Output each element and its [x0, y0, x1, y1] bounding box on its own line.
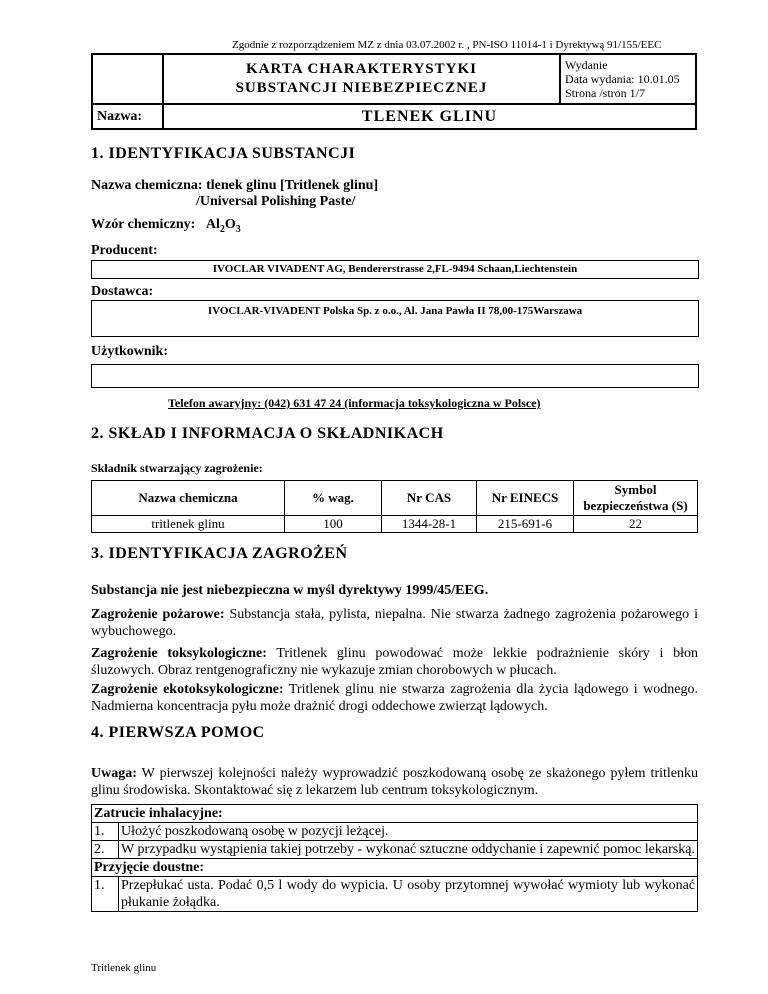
fire-hazard-paragraph [91, 606, 698, 640]
ecotox-hazard-text: Tritlenek glinu nie stwarza zagrożenia dla życia lądowego i wodnego. Nadmierna koncentracja pyłu może drażnić drogi oddechowe zwierząt lądowych. [91, 682, 698, 714]
item-text: Ułożyć poszkodowaną osobę w pozycji leżącej. [119, 823, 698, 841]
tox-hazard-paragraph [91, 645, 698, 679]
col-weight-percent: % wag. [285, 481, 382, 516]
formula-label: Wzór chemiczny: [91, 217, 196, 232]
col-cas: Nr CAS [382, 481, 477, 516]
chemical-formula [91, 217, 241, 235]
page-number: Strona /stron 1/7 [565, 86, 645, 100]
name-label: Nazwa: [92, 104, 163, 129]
document-title [163, 54, 560, 104]
header-empty-cell [92, 54, 163, 104]
table-cell: 22 [574, 516, 698, 533]
first-aid-table [91, 804, 698, 912]
substance-name: TLENEK GLINU [163, 104, 696, 129]
document-header [91, 53, 697, 130]
footer-text: Tritlenek glinu [91, 962, 157, 974]
title-line-2: SUBSTANCJI NIEBEZPIECZNEJ [235, 80, 488, 96]
producer-value: IVOCLAR VIVADENT AG, Bendererstrasse 2,FL-9494 Schaan,Liechtenstein [212, 263, 578, 275]
user-box [91, 364, 699, 388]
first-aid-note [91, 765, 698, 799]
title-line-1: KARTA CHARAKTERYSTYKI [246, 61, 477, 77]
col-chemical-name: Nazwa chemiczna [92, 481, 285, 516]
emergency-phone: Telefon awaryjny: (042) 631 47 24 (informacja toksykologiczna w Polsce) [168, 396, 541, 410]
list-item [92, 877, 698, 912]
fire-hazard-text: Substancja stała, pylista, niepalna. Nie stwarza żadnego zagrożenia pożarowego i wybuchowego. [91, 607, 698, 639]
tox-hazard-label: Zagrożenie toksykologiczne: [91, 646, 267, 661]
section-2-heading: 2. SKŁAD I INFORMACJA O SKŁADNIKACH [91, 425, 444, 442]
note-label: Uwaga: [91, 766, 137, 781]
producer-box [91, 260, 699, 279]
col-safety-symbol: Symbol bezpieczeństwa (S) [574, 481, 698, 516]
producer-label: Producent: [91, 243, 158, 258]
section-3-heading: 3. IDENTYFIKACJA ZAGROŻEŃ [91, 545, 348, 562]
supplier-box [91, 300, 699, 337]
issue-date: Data wydania: 10.01.05 [565, 72, 680, 86]
chemical-name-line-1: Nazwa chemiczna: tlenek glinu [Tritlenek glinu] [91, 178, 379, 193]
formula-sub-3: 3 [235, 223, 241, 235]
chemical-name-line-2: /Universal Polishing Paste/ [196, 194, 356, 209]
ecotox-hazard-label: Zagrożenie ekotoksykologiczne: [91, 682, 284, 697]
item-number: 1. [92, 823, 119, 841]
user-label: Użytkownik: [91, 344, 169, 359]
formula-o: O [224, 217, 236, 232]
fire-hazard-label: Zagrożenie pożarowe: [91, 607, 225, 622]
composition-table [91, 480, 698, 533]
hazard-component-label: Składnik stwarzający zagrożenie: [91, 461, 263, 475]
note-text: W pierwszej kolejności należy wyprowadzić poszkodowaną osobę ze skażonego pyłem tritlenku glinu środowiska. Skontaktować się z lekarzem lub centrum toksykologicznym. [91, 766, 698, 798]
col-einecs: Nr EINECS [477, 481, 574, 516]
document-meta [560, 54, 696, 104]
list-item [92, 841, 698, 859]
item-text: W przypadku wystąpienia takiej potrzeby - wykonać sztuczne oddychanie i zapewnić pomoc lekarską. [119, 841, 698, 859]
table-cell: 1344-28-1 [382, 516, 477, 533]
regulation-line: Zgodnie z rozporządzeniem MZ z dnia 03.07.2002 r. , PN-ISO 11014-1 i Dyrektywą 91/155/EEC [232, 39, 662, 51]
list-item [92, 823, 698, 841]
tox-hazard-text: Tritlenek glinu powodować może lekkie podrażnienie skóry i błon śluzowych. Obraz rentgenograficzny nie wykazuje zmian chorobowych w płucach. [91, 646, 698, 678]
item-text: Przepłukać usta. Podać 0,5 l wody do wypicia. U osoby przytomnej wywołać wymioty lub wykonać płukanie żołądka. [119, 877, 698, 912]
ingestion-heading: Przyjęcie doustne: [92, 859, 698, 877]
table-cell: 100 [285, 516, 382, 533]
table-cell: 215-691-6 [477, 516, 574, 533]
formula-sub-2: 2 [219, 223, 225, 235]
ecotox-hazard-paragraph [91, 681, 698, 715]
supplier-label: Dostawca: [91, 284, 154, 299]
section-1-heading: 1. IDENTYFIKACJA SUBSTANCJI [91, 145, 356, 162]
item-number: 1. [92, 877, 119, 912]
table-row [92, 516, 698, 533]
inhalation-heading: Zatrucie inhalacyjne: [92, 805, 698, 823]
edition-label: Wydanie [565, 58, 608, 72]
table-cell: tritlenek glinu [92, 516, 285, 533]
supplier-value: IVOCLAR-VIVADENT Polska Sp. z o.o., Al. Jana Pawła II 78,00-175Warszawa [207, 305, 583, 317]
item-number: 2. [92, 841, 119, 859]
formula-al: Al [205, 217, 220, 232]
section-4-heading: 4. PIERWSZA POMOC [91, 724, 265, 741]
non-hazardous-statement: Substancja nie jest niebezpieczna w myśl dyrektywy 1999/45/EEG. [91, 583, 489, 598]
